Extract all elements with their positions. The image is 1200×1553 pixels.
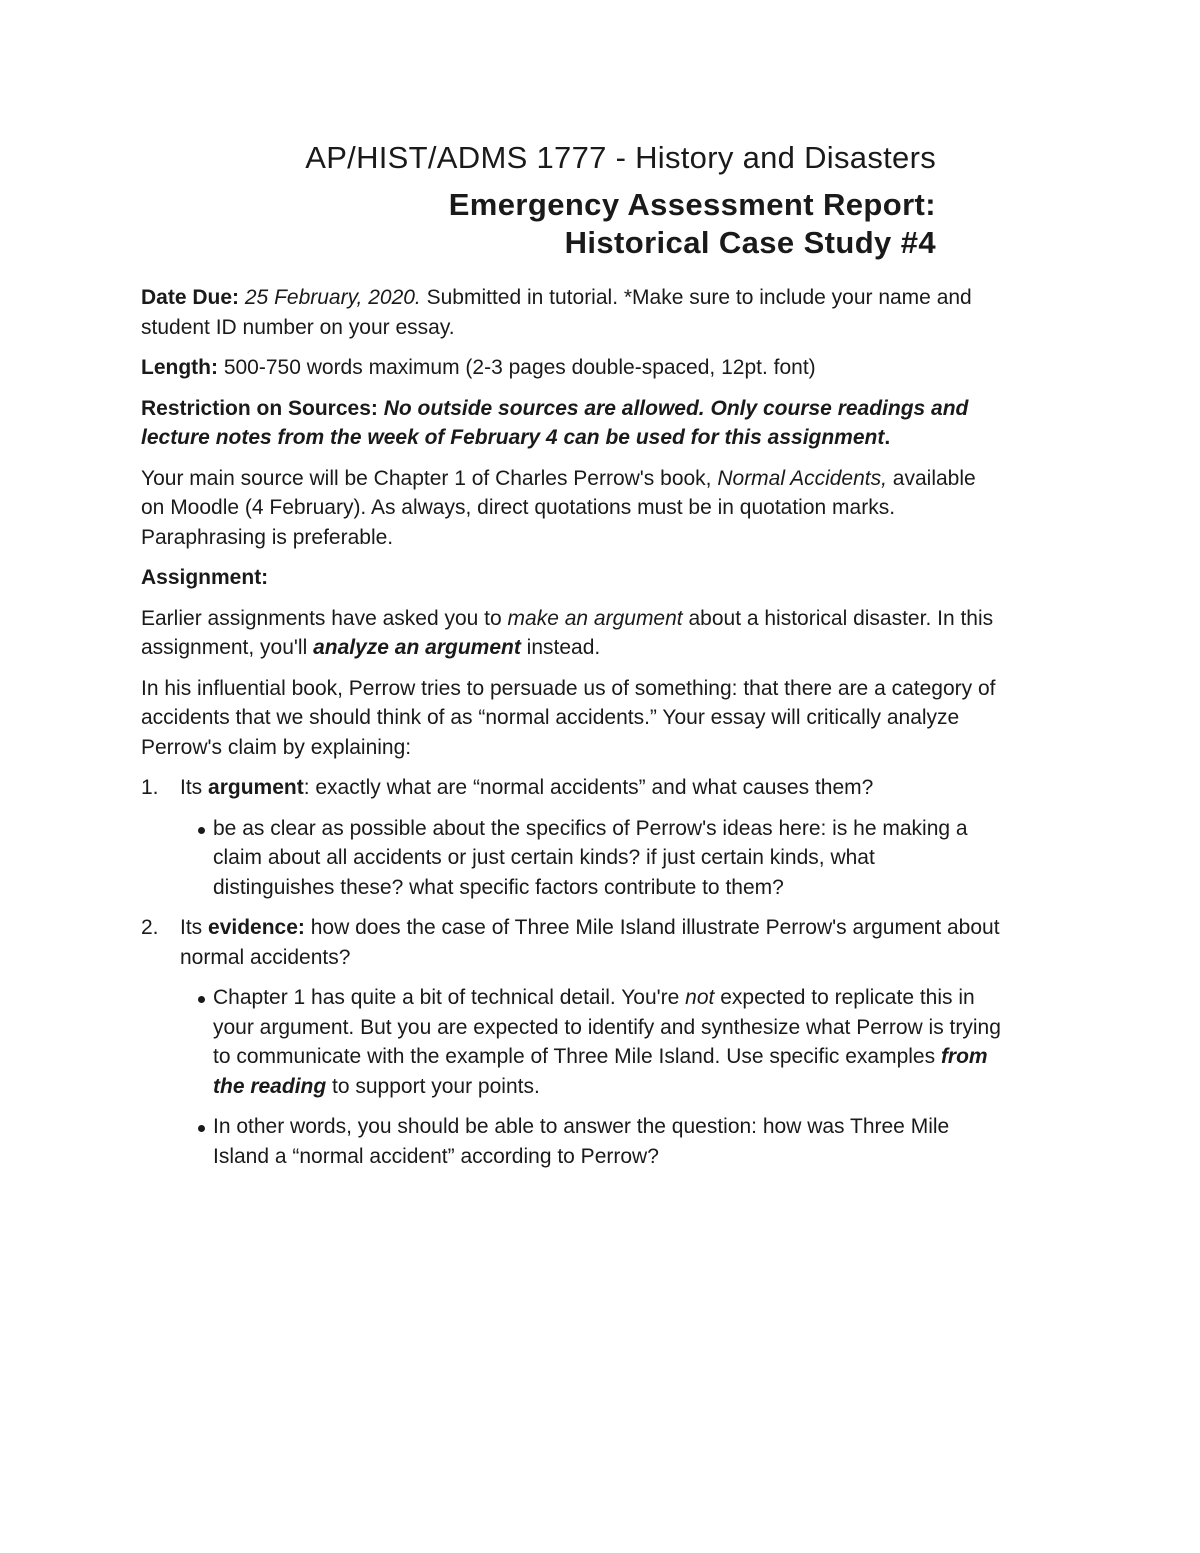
intro-after: instead. bbox=[520, 636, 601, 659]
restriction-paragraph bbox=[141, 394, 1001, 453]
list-item-2-bullet-1 bbox=[141, 983, 1001, 1101]
item2-after: how does the case of Three Mile Island illustrate Perrow's argument about normal accidents? bbox=[180, 916, 1000, 969]
item1-after: : exactly what are “normal accidents” and what causes them? bbox=[303, 776, 874, 799]
length-label: Length: bbox=[141, 356, 218, 379]
restriction-end: . bbox=[884, 426, 891, 449]
length-text: 500-750 words maximum (2-3 pages double-spaced, 12pt. font) bbox=[217, 356, 816, 379]
bullet-icon bbox=[198, 827, 205, 834]
item1-before: Its bbox=[180, 776, 209, 799]
intro-em: make an argument bbox=[507, 606, 683, 630]
intro-before: Earlier assignments have asked you to bbox=[141, 606, 508, 630]
date-due-value: 25 February, 2020. bbox=[244, 286, 421, 309]
bullet-icon bbox=[198, 996, 205, 1003]
intro-strong: analyze an argument bbox=[313, 636, 521, 659]
report-title-line1: Emergency Assessment Report: bbox=[448, 187, 936, 222]
item2-bullet1-em: not bbox=[685, 986, 715, 1009]
list-item-2 bbox=[141, 913, 1001, 972]
restriction-text: No outside sources are allowed. Only course readings and lecture notes from the week of February 4 can be used for this assignment bbox=[141, 396, 969, 449]
assignment-heading: Assignment: bbox=[141, 566, 269, 589]
item2-bullet1-strong: from the reading bbox=[213, 1045, 988, 1098]
list-item-1-bullet-1 bbox=[141, 814, 1001, 903]
main-source-before: Your main source will be Chapter 1 of Charles Perrow's book, bbox=[141, 466, 718, 490]
book-title: Normal Accidents, bbox=[717, 466, 887, 490]
main-source-paragraph bbox=[141, 464, 1001, 553]
restriction-label: Restriction on Sources: bbox=[141, 396, 384, 420]
report-title-line2: Historical Case Study #4 bbox=[564, 225, 936, 260]
item2-bullet1-mid: expected to replicate this in your argument. But you are expected to identify and synthesize what Perrow is trying to communicate with the example of Three Mile Island. Use specific examples bbox=[213, 986, 1001, 1068]
list-item-2-number: 2. bbox=[141, 916, 159, 939]
assignment-intro bbox=[141, 604, 1001, 663]
course-title: AP/HIST/ADMS 1777 - History and Disasters bbox=[305, 140, 936, 175]
item1-bullet1-text: be as clear as possible about the specifics of Perrow's ideas here: is he making a claim about all accidents or just certain kinds? if just certain kinds, what distinguishes these? what specific factors contribute to them? bbox=[213, 816, 968, 899]
item2-bullet1-after: to support your points. bbox=[326, 1074, 540, 1098]
assignment-paragraph-2: In his influential book, Perrow tries to persuade us of something: that there are a category of accidents that we should think of as “normal accidents.” Your essay will critically analyze Perrow's claim by explaining: bbox=[141, 676, 996, 759]
report-title bbox=[0, 186, 936, 262]
list-item-1-number: 1. bbox=[141, 776, 159, 799]
date-due-label: Date Due: bbox=[141, 286, 240, 309]
main-source-after: available on Moodle (4 February). As always, direct quotations must be in quotation marks. Paraphrasing is preferable. bbox=[141, 466, 976, 549]
assignment-body bbox=[141, 283, 1001, 1182]
intro-mid: about a historical disaster. In this assignment, you'll bbox=[141, 606, 994, 659]
list-item-1 bbox=[141, 773, 1001, 803]
bullet-icon bbox=[198, 1125, 205, 1132]
length-paragraph bbox=[141, 353, 1001, 383]
item2-bullet1-before: Chapter 1 has quite a bit of technical detail. You're bbox=[213, 986, 686, 1009]
item2-bullet2-text: In other words, you should be able to answer the question: how was Three Mile Island a “normal accident” according to Perrow? bbox=[213, 1115, 950, 1168]
item2-before: Its bbox=[180, 916, 209, 939]
list-item-2-bullet-2 bbox=[141, 1112, 1001, 1171]
date-due-text: Submitted in tutorial. *Make sure to include your name and student ID number on your essay. bbox=[141, 286, 972, 339]
item2-bold: evidence: bbox=[208, 916, 305, 939]
date-due-paragraph bbox=[141, 283, 1001, 342]
item1-bold: argument bbox=[208, 776, 304, 799]
